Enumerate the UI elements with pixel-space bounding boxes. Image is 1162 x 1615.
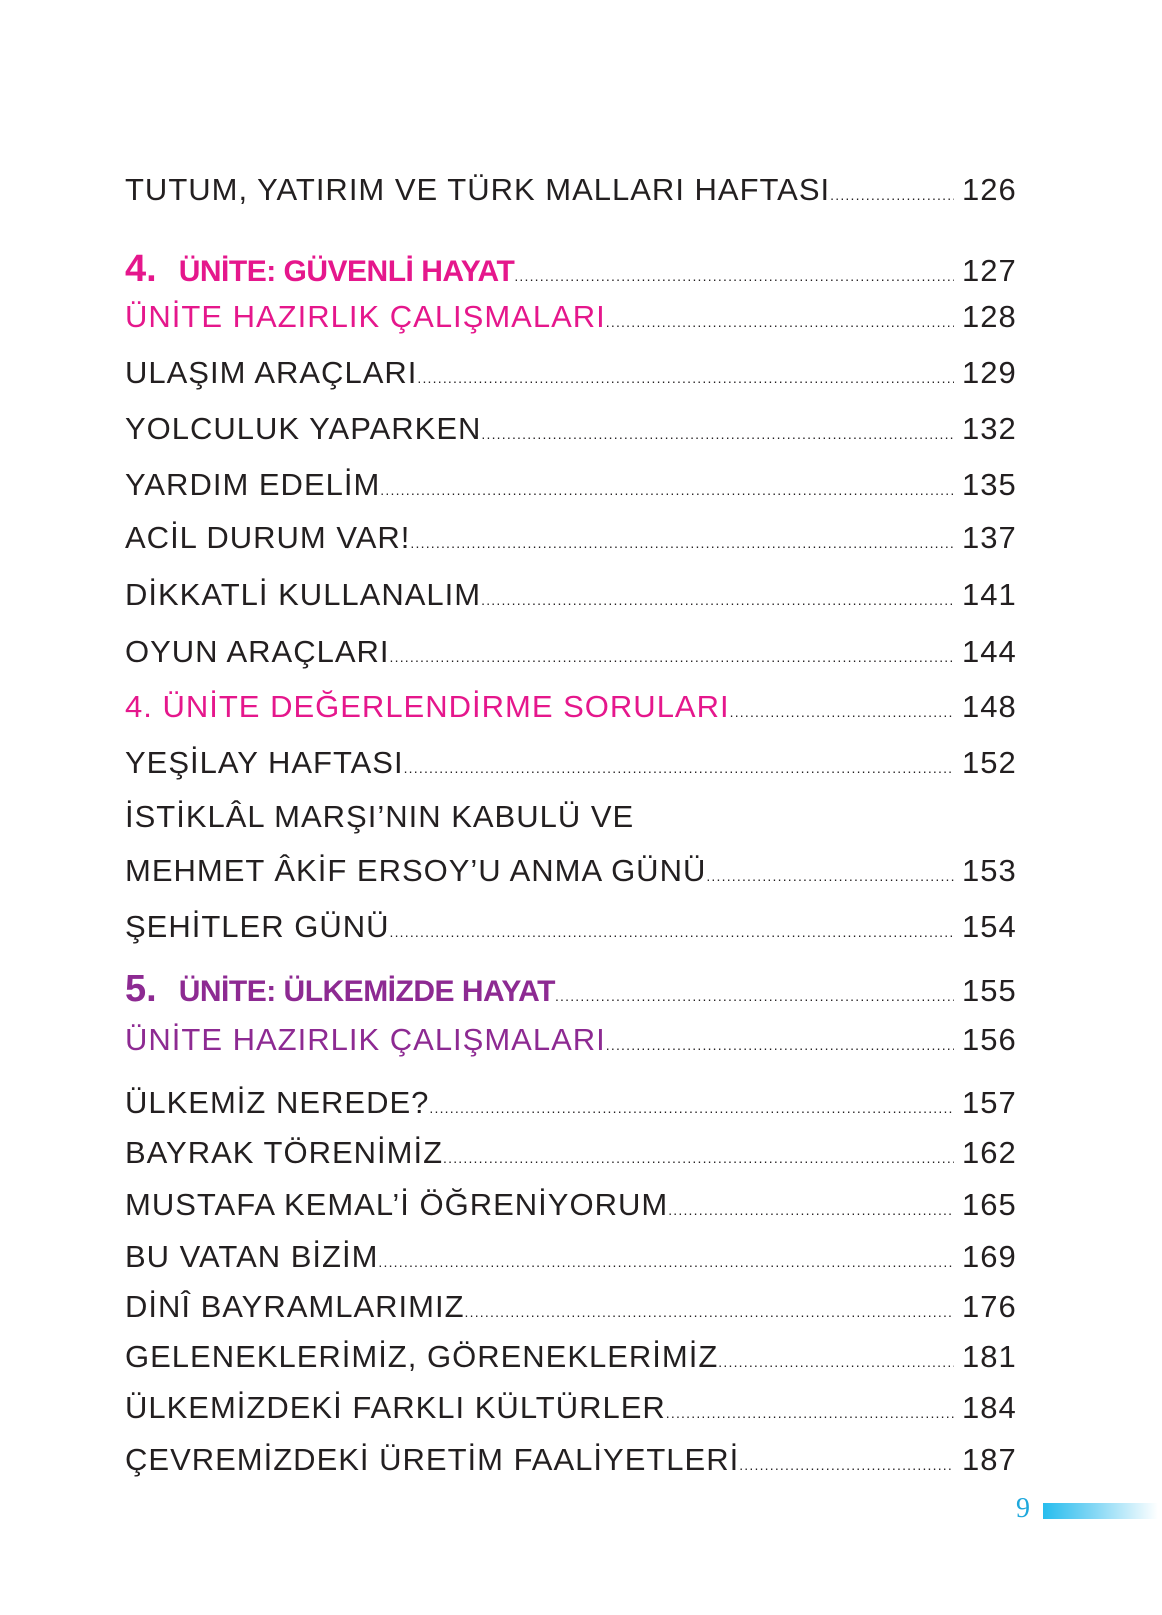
toc-entry-title: ÜLKEMİZ NEREDE? — [125, 1085, 430, 1120]
toc-entry-page: 129 — [962, 355, 1017, 390]
toc-entry-title: ÜLKEMİZDEKİ FARKLI KÜLTÜRLER — [125, 1390, 666, 1425]
toc-entry-page: 181 — [962, 1339, 1017, 1374]
dot-leader — [481, 427, 954, 441]
toc-entry[interactable] — [125, 745, 1020, 781]
dot-leader — [730, 705, 954, 719]
toc-entry-title: DİKKATLİ KULLANALIM — [125, 577, 482, 612]
toc-entry-page: 137 — [962, 520, 1017, 555]
toc-entry-page: 141 — [962, 577, 1017, 612]
toc-entry-title: BU VATAN BİZİM — [125, 1239, 379, 1274]
toc-entry[interactable] — [125, 1085, 1020, 1121]
dot-leader — [389, 925, 954, 939]
dot-leader — [606, 315, 954, 329]
dot-leader — [830, 188, 954, 202]
unit-heading[interactable] — [125, 968, 1020, 1011]
dot-leader — [429, 1101, 954, 1115]
dot-leader — [404, 761, 954, 775]
page-number: 9 — [1016, 1493, 1030, 1524]
toc-entry[interactable] — [125, 577, 1020, 613]
toc-entry-title: YEŞİLAY HAFTASI — [125, 745, 404, 780]
toc-entry-title: GELENEKLERİMİZ, GÖRENEKLERİMİZ — [125, 1339, 719, 1374]
toc-entry[interactable] — [125, 1239, 1020, 1275]
toc-entry[interactable] — [125, 520, 1020, 556]
dot-leader — [668, 1203, 954, 1217]
dot-leader — [481, 593, 954, 607]
dot-leader — [380, 483, 954, 497]
toc-entry-title: BAYRAK TÖRENİMİZ — [125, 1135, 444, 1170]
dot-leader — [514, 269, 954, 283]
toc-entry-page: 154 — [962, 909, 1017, 944]
toc-entry-title: MUSTAFA KEMAL’İ ÖĞRENİYORUM — [125, 1187, 669, 1222]
unit-number: 5. — [125, 968, 157, 1010]
dot-leader — [410, 536, 954, 550]
toc-entry-title: ÜNİTE: GÜVENLİ HAYAT — [178, 255, 515, 288]
toc-entry[interactable] — [125, 1390, 1020, 1426]
toc-entry[interactable] — [125, 689, 1020, 725]
toc-entry[interactable] — [125, 299, 1020, 335]
toc-entry-title: ŞEHİTLER GÜNÜ — [125, 909, 390, 944]
toc-entry-title: ÜNİTE HAZIRLIK ÇALIŞMALARI — [125, 299, 606, 334]
unit-heading[interactable] — [125, 248, 1020, 291]
toc-entry[interactable] — [125, 1135, 1020, 1171]
toc-entry-title: YOLCULUK YAPARKEN — [125, 411, 482, 446]
toc-entry-page: 155 — [962, 973, 1017, 1008]
toc-entry[interactable] — [125, 909, 1020, 945]
toc-entry-title: ULAŞIM ARAÇLARI — [125, 355, 418, 390]
dot-leader — [718, 1355, 954, 1369]
toc-entry-title: MEHMET ÂKİF ERSOY’U ANMA GÜNÜ — [125, 853, 707, 888]
page-number-accent-bar — [1043, 1503, 1158, 1519]
toc-entry-page: 187 — [962, 1442, 1017, 1477]
toc-entry-page: 176 — [962, 1289, 1017, 1324]
toc-entry-page: 152 — [962, 745, 1017, 780]
toc-entry-page: 165 — [962, 1187, 1017, 1222]
toc-entry-page: 132 — [962, 411, 1017, 446]
dot-leader — [443, 1151, 954, 1165]
toc-entry[interactable] — [125, 172, 1020, 208]
toc-entry-title: YARDIM EDELİM — [125, 467, 381, 502]
toc-entry-title: TUTUM, YATIRIM VE TÜRK MALLARI HAFTASI — [125, 172, 831, 207]
toc-entry-page: 169 — [962, 1239, 1017, 1274]
toc-entry[interactable] — [125, 467, 1020, 503]
toc-entry-page: 135 — [962, 467, 1017, 502]
dot-leader — [706, 869, 954, 883]
toc-entry[interactable] — [125, 634, 1020, 670]
toc-entry-title: ÇEVREMİZDEKİ ÜRETİM FAALİYETLERİ — [125, 1442, 740, 1477]
toc-entry-title: 4. ÜNİTE DEĞERLENDİRME SORULARI — [125, 689, 730, 724]
toc-entry[interactable] — [125, 1339, 1020, 1375]
toc-entry-title: OYUN ARAÇLARI — [125, 634, 390, 669]
dot-leader — [390, 650, 954, 664]
dot-leader — [606, 1038, 954, 1052]
toc-entry-page: 128 — [962, 299, 1017, 334]
toc-entry[interactable] — [125, 853, 1020, 889]
toc-entry[interactable] — [125, 1187, 1020, 1223]
dot-leader — [666, 1406, 954, 1420]
toc-entry[interactable] — [125, 411, 1020, 447]
toc-entry[interactable] — [125, 799, 1020, 835]
dot-leader — [378, 1255, 954, 1269]
toc-entry[interactable] — [125, 355, 1020, 391]
dot-leader — [465, 1305, 954, 1319]
toc-entry-page: 156 — [962, 1022, 1017, 1057]
dot-leader — [417, 371, 954, 385]
toc-entry[interactable] — [125, 1022, 1020, 1058]
toc-entry[interactable] — [125, 1442, 1020, 1478]
dot-leader — [555, 989, 954, 1003]
toc-entry-page: 162 — [962, 1135, 1017, 1170]
dot-leader — [739, 1458, 954, 1472]
toc-entry-title: DİNÎ BAYRAMLARIMIZ — [125, 1289, 465, 1324]
toc-entry-page: 126 — [962, 172, 1017, 207]
toc-entry-page: 148 — [962, 689, 1017, 724]
toc-entry-page: 144 — [962, 634, 1017, 669]
toc-entry-title: ÜNİTE HAZIRLIK ÇALIŞMALARI — [125, 1022, 606, 1057]
toc-entry-page: 153 — [962, 853, 1017, 888]
toc-entry-title: ACİL DURUM VAR! — [125, 520, 411, 555]
toc-entry-page: 184 — [962, 1390, 1017, 1425]
toc-entry-page: 157 — [962, 1085, 1017, 1120]
unit-number: 4. — [125, 248, 157, 290]
toc-entry[interactable] — [125, 1289, 1020, 1325]
toc-entry-title: İSTİKLÂL MARŞI’NIN KABULÜ VE — [125, 799, 635, 834]
toc-entry-page: 127 — [962, 253, 1017, 288]
toc-entry-title: ÜNİTE: ÜLKEMİZDE HAYAT — [178, 975, 555, 1008]
